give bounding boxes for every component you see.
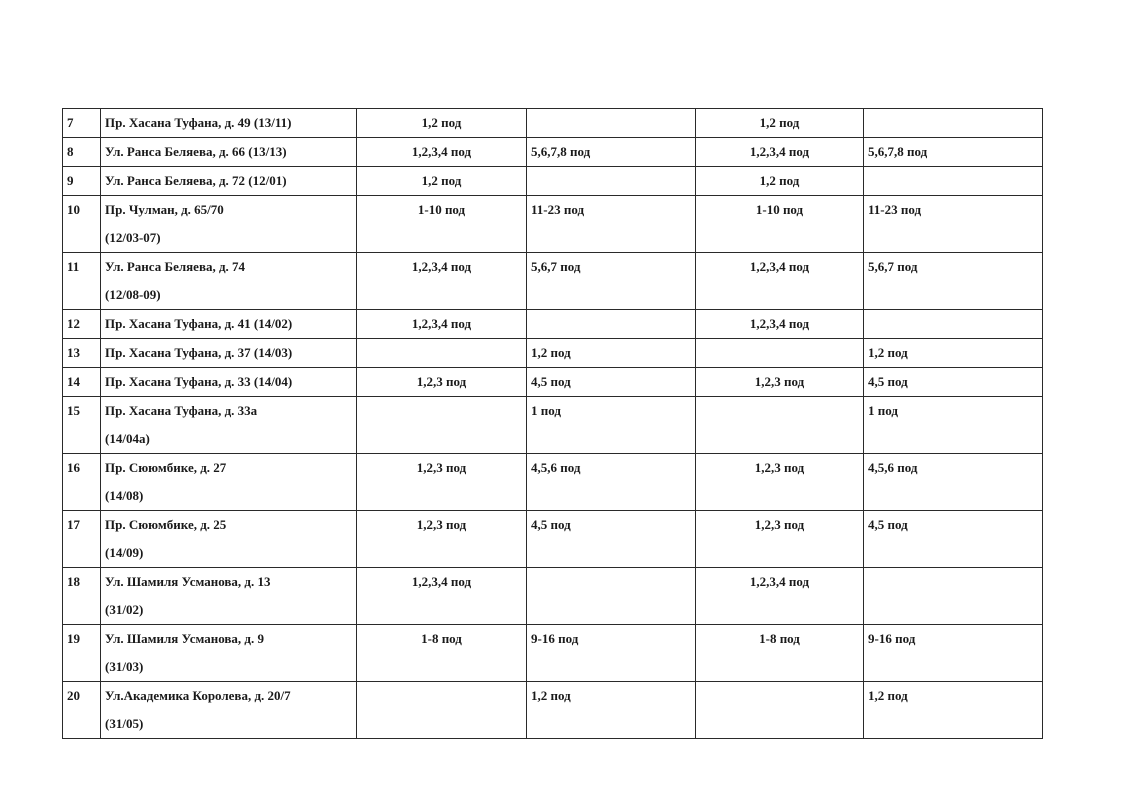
address-cell: Ул. Ранса Беляева, д. 72 (12/01)	[101, 167, 357, 196]
entrances-col-3: 1,2,3,4 под	[696, 253, 864, 310]
entrances-col-1	[357, 682, 527, 739]
table-body	[63, 109, 1043, 739]
entrances-col-4: 9-16 под	[864, 625, 1043, 682]
entrances-col-1	[357, 339, 527, 368]
entrances-col-1: 1,2 под	[357, 167, 527, 196]
entrances-col-2: 9-16 под	[527, 625, 696, 682]
row-number: 8	[63, 138, 101, 167]
entrances-col-3	[696, 682, 864, 739]
entrances-col-2	[527, 167, 696, 196]
address-cell: Пр. Хасана Туфана, д. 41 (14/02)	[101, 310, 357, 339]
address-cell: Пр. Хасана Туфана, д. 37 (14/03)	[101, 339, 357, 368]
entrances-col-4: 1,2 под	[864, 682, 1043, 739]
entrances-col-3: 1-10 под	[696, 196, 864, 253]
table-row	[63, 109, 1043, 138]
row-number: 19	[63, 625, 101, 682]
table-row	[63, 253, 1043, 310]
entrances-col-2: 4,5 под	[527, 368, 696, 397]
entrances-col-2: 1 под	[527, 397, 696, 454]
row-number: 9	[63, 167, 101, 196]
entrances-col-4: 4,5 под	[864, 368, 1043, 397]
entrances-col-1	[357, 397, 527, 454]
entrances-col-4: 4,5,6 под	[864, 454, 1043, 511]
entrances-col-3: 1,2,3 под	[696, 511, 864, 568]
entrances-col-3: 1,2 под	[696, 109, 864, 138]
address-cell: Пр. Чулман, д. 65/70 (12/03-07)	[101, 196, 357, 253]
address-cell: Ул. Ранса Беляева, д. 74 (12/08-09)	[101, 253, 357, 310]
entrances-col-2: 1,2 под	[527, 682, 696, 739]
address-cell: Пр. Хасана Туфана, д. 33а (14/04а)	[101, 397, 357, 454]
row-number: 10	[63, 196, 101, 253]
row-number: 11	[63, 253, 101, 310]
entrances-col-4: 1 под	[864, 397, 1043, 454]
entrances-col-3: 1,2,3,4 под	[696, 138, 864, 167]
table-row	[63, 368, 1043, 397]
table-row	[63, 682, 1043, 739]
entrances-col-1: 1,2,3 под	[357, 511, 527, 568]
entrances-col-1: 1,2,3,4 под	[357, 138, 527, 167]
entrances-col-4: 5,6,7 под	[864, 253, 1043, 310]
entrances-col-1: 1,2,3 под	[357, 368, 527, 397]
address-cell: Пр. Сююмбике, д. 25 (14/09)	[101, 511, 357, 568]
entrances-col-4: 1,2 под	[864, 339, 1043, 368]
table-row	[63, 625, 1043, 682]
row-number: 18	[63, 568, 101, 625]
table-row	[63, 196, 1043, 253]
entrances-col-1: 1,2,3,4 под	[357, 568, 527, 625]
entrances-col-2: 5,6,7 под	[527, 253, 696, 310]
address-cell: Ул. Шамиля Усманова, д. 13 (31/02)	[101, 568, 357, 625]
address-cell: Ул. Ранса Беляева, д. 66 (13/13)	[101, 138, 357, 167]
entrances-col-1: 1-8 под	[357, 625, 527, 682]
entrances-col-2: 1,2 под	[527, 339, 696, 368]
table-row	[63, 511, 1043, 568]
entrances-col-3: 1,2,3,4 под	[696, 310, 864, 339]
entrances-col-1: 1,2,3,4 под	[357, 253, 527, 310]
entrances-col-2: 4,5,6 под	[527, 454, 696, 511]
row-number: 15	[63, 397, 101, 454]
row-number: 16	[63, 454, 101, 511]
entrances-col-4	[864, 109, 1043, 138]
entrances-col-2	[527, 568, 696, 625]
table-row	[63, 339, 1043, 368]
entrances-col-4: 11-23 под	[864, 196, 1043, 253]
entrances-col-4: 5,6,7,8 под	[864, 138, 1043, 167]
entrance-schedule-table	[62, 108, 1043, 739]
row-number: 17	[63, 511, 101, 568]
table-row	[63, 397, 1043, 454]
row-number: 20	[63, 682, 101, 739]
entrances-col-4	[864, 568, 1043, 625]
entrances-col-3: 1,2,3,4 под	[696, 568, 864, 625]
row-number: 14	[63, 368, 101, 397]
address-cell: Ул. Шамиля Усманова, д. 9 (31/03)	[101, 625, 357, 682]
entrances-col-3: 1-8 под	[696, 625, 864, 682]
table-row	[63, 568, 1043, 625]
entrances-col-4	[864, 310, 1043, 339]
entrances-col-2	[527, 109, 696, 138]
entrances-col-2: 5,6,7,8 под	[527, 138, 696, 167]
address-cell: Пр. Сююмбике, д. 27 (14/08)	[101, 454, 357, 511]
table-row	[63, 138, 1043, 167]
entrances-col-1: 1,2 под	[357, 109, 527, 138]
entrances-col-3: 1,2,3 под	[696, 454, 864, 511]
entrances-col-3	[696, 339, 864, 368]
entrances-col-4	[864, 167, 1043, 196]
table-row	[63, 167, 1043, 196]
row-number: 7	[63, 109, 101, 138]
entrances-col-1: 1,2,3 под	[357, 454, 527, 511]
entrances-col-3	[696, 397, 864, 454]
address-cell: Ул.Академика Королева, д. 20/7 (31/05)	[101, 682, 357, 739]
entrances-col-2: 4,5 под	[527, 511, 696, 568]
entrances-col-1: 1,2,3,4 под	[357, 310, 527, 339]
entrances-col-1: 1-10 под	[357, 196, 527, 253]
entrances-col-2	[527, 310, 696, 339]
address-cell: Пр. Хасана Туфана, д. 49 (13/11)	[101, 109, 357, 138]
entrances-col-3: 1,2 под	[696, 167, 864, 196]
entrances-col-3: 1,2,3 под	[696, 368, 864, 397]
table-row	[63, 454, 1043, 511]
row-number: 13	[63, 339, 101, 368]
table-row	[63, 310, 1043, 339]
address-cell: Пр. Хасана Туфана, д. 33 (14/04)	[101, 368, 357, 397]
entrances-col-2: 11-23 под	[527, 196, 696, 253]
row-number: 12	[63, 310, 101, 339]
entrances-col-4: 4,5 под	[864, 511, 1043, 568]
